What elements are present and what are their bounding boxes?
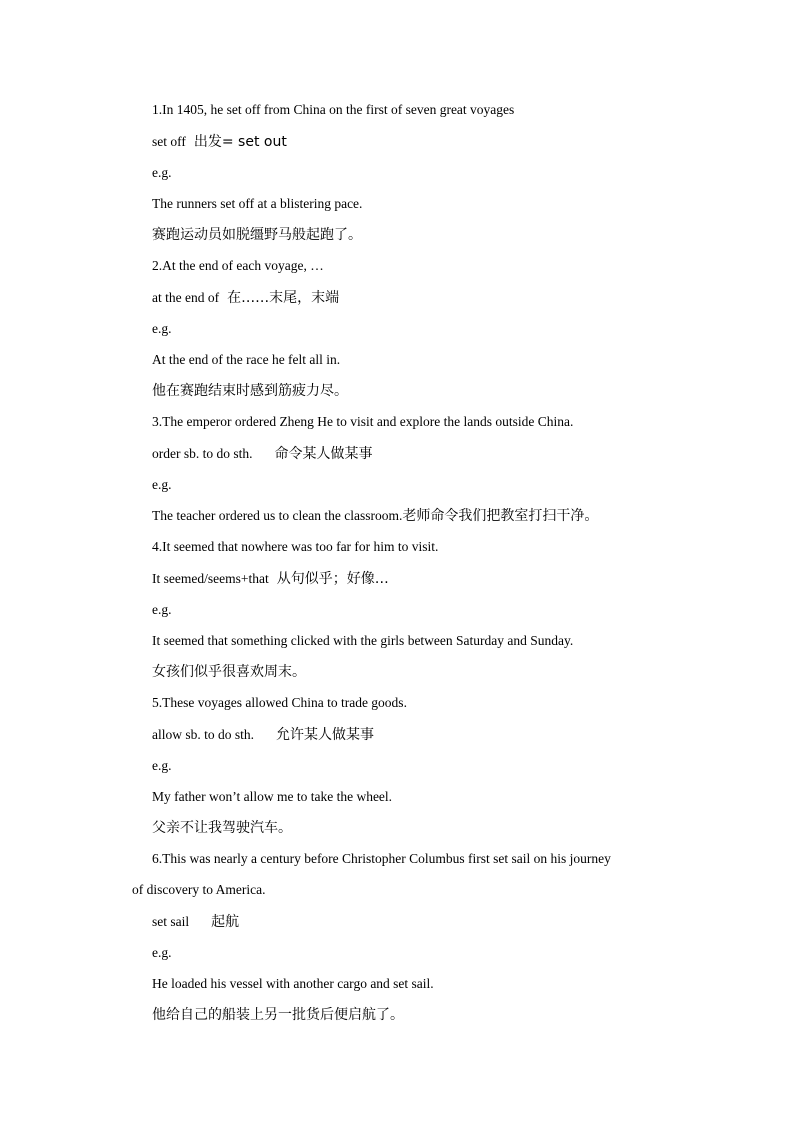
- example-3: [152, 506, 598, 526]
- phrase-2: [152, 288, 339, 308]
- phrase-meaning: 从句似乎；好像…: [276, 571, 389, 587]
- phrase-term: order sb. to do sth.: [152, 446, 253, 461]
- phrase-3: [152, 444, 373, 464]
- eg-label-6: e.g.: [152, 945, 172, 960]
- example-en-5: My father won’t allow me to take the wheel.: [152, 789, 393, 804]
- phrase-meaning: 在……末尾，末端: [227, 290, 340, 306]
- phrase-term: set sail: [152, 914, 190, 929]
- eg-label-2: e.g.: [152, 321, 172, 336]
- example-en-2: At the end of the race he felt all in.: [152, 352, 341, 367]
- eg-label-4: e.g.: [152, 602, 172, 617]
- sentence-4: 4.It seemed that nowhere was too far for him to visit.: [152, 539, 439, 554]
- phrase-meaning: 起航: [211, 914, 240, 930]
- phrase-meaning: 允许某人做某事: [276, 727, 375, 743]
- example-cn-6: 他给自己的船装上另一批货后便启航了。: [152, 1007, 404, 1023]
- example-en-6: He loaded his vessel with another cargo and set sail.: [152, 976, 434, 991]
- phrase-term: It seemed/seems+that: [152, 571, 269, 586]
- eg-label-3: e.g.: [152, 477, 172, 492]
- sentence-2: 2.At the end of each voyage, …: [152, 258, 324, 273]
- example-en: The teacher ordered us to clean the classroom.: [152, 508, 403, 523]
- phrase-term: set off: [152, 134, 186, 149]
- example-en-1: The runners set off at a blistering pace.: [152, 196, 363, 211]
- example-cn-5: 父亲不让我驾驶汽车。: [152, 820, 292, 836]
- phrase-term: at the end of: [152, 290, 220, 305]
- sentence-1: 1.In 1405, he set off from China on the first of seven great voyages: [152, 102, 515, 117]
- sentence-3: 3.The emperor ordered Zheng He to visit and explore the lands outside China.: [152, 414, 574, 429]
- eg-label-1: e.g.: [152, 165, 172, 180]
- phrase-meaning: 命令某人做某事: [274, 446, 373, 462]
- example-cn-2: 他在赛跑结束时感到筋疲力尽。: [152, 383, 348, 399]
- example-en-4: It seemed that something clicked with the girls between Saturday and Sunday.: [152, 633, 574, 648]
- example-cn-1: 赛跑运动员如脱缰野马般起跑了。: [152, 227, 362, 243]
- phrase-6: [152, 912, 239, 932]
- sentence-5: 5.These voyages allowed China to trade goods.: [152, 695, 407, 710]
- phrase-5: [152, 725, 374, 745]
- phrase-meaning: 出发= set out: [193, 134, 287, 150]
- example-cn: 老师命令我们把教室打扫干净。: [402, 508, 599, 524]
- sentence-6: 6.This was nearly a century before Christopher Columbus first set sail on his journey: [152, 851, 611, 866]
- eg-label-5: e.g.: [152, 758, 172, 773]
- sentence-6-continued: of discovery to America.: [132, 882, 266, 897]
- example-cn-4: 女孩们似乎很喜欢周末。: [152, 664, 306, 680]
- phrase-term: allow sb. to do sth.: [152, 727, 255, 742]
- phrase-4: [152, 569, 389, 589]
- phrase-1: [152, 132, 287, 152]
